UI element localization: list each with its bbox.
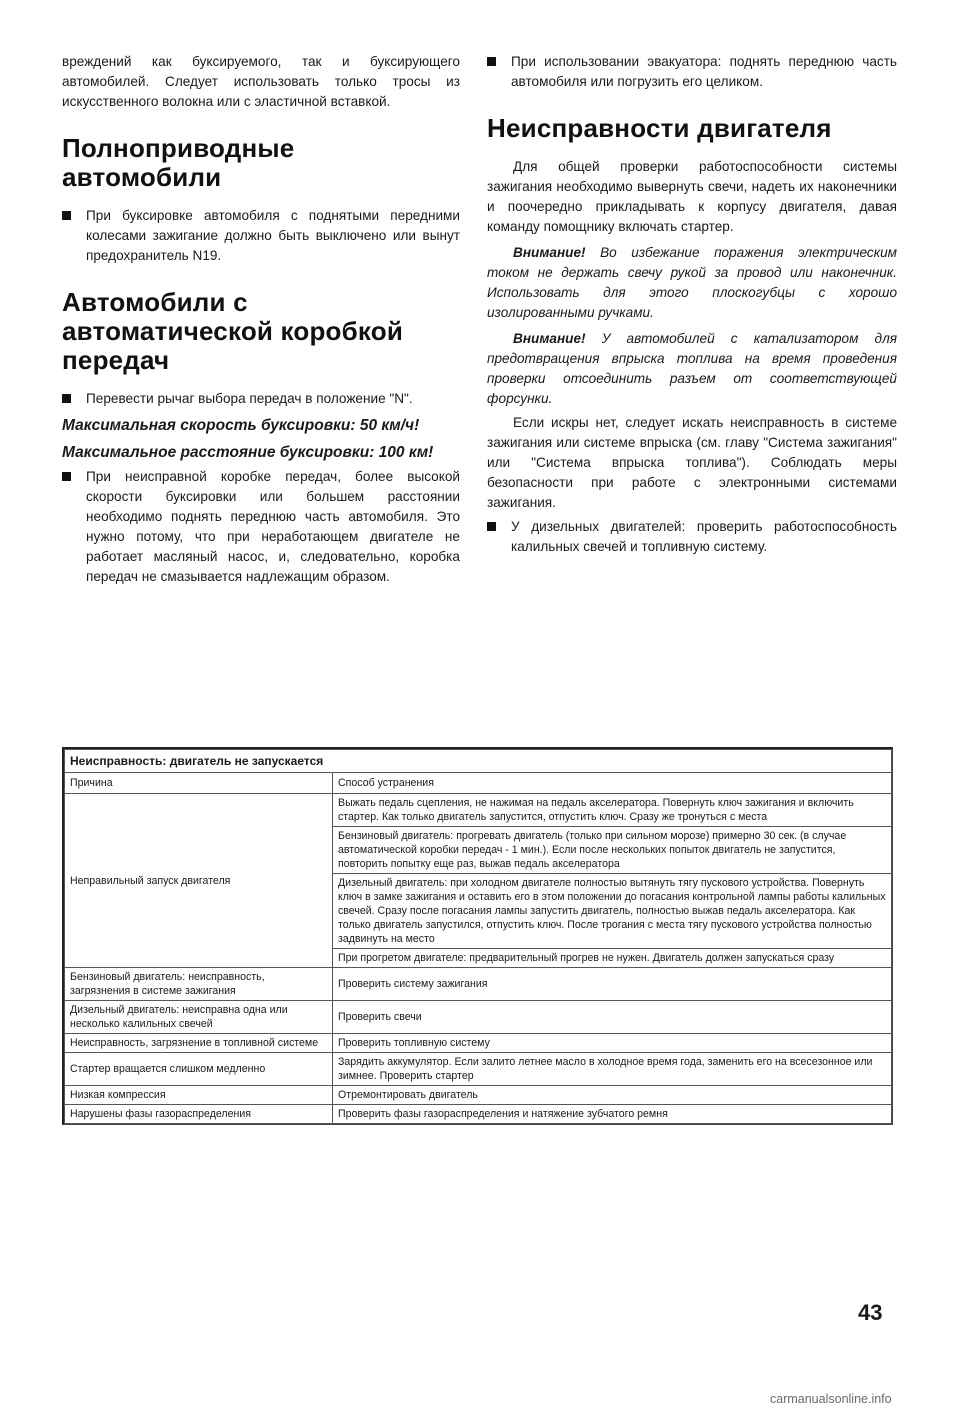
bullet-tow-truck: При использовании эвакуатора: поднять переднюю часть автомобиля или погрузить его целиком.	[487, 52, 897, 92]
cause-cell: Бензиновый двигатель: неисправность, загрязнения в системе зажигания	[65, 968, 333, 1001]
column-header-remedy: Способ устранения	[333, 773, 892, 794]
cause-cell: Стартер вращается слишком медленно	[65, 1053, 333, 1086]
warning-1	[487, 243, 897, 323]
remedy-cell: Отремонтировать двигатель	[333, 1086, 892, 1105]
cause-cell: Неправильный запуск двигателя	[65, 794, 333, 968]
bullet-diesel: У дизельных двигателей: проверить работоспособность калильных свечей и топливную систему.	[487, 517, 897, 557]
remedy-cell: Зарядить аккумулятор. Если залито летнее масло в холодное время года, заменить его на всесезонное или зимнее. Проверить стартер	[333, 1053, 892, 1086]
cause-cell: Нарушены фазы газораспределения	[65, 1105, 333, 1124]
cause-cell: Неисправность, загрязнение в топливной системе	[65, 1034, 333, 1053]
remedy-cell: Дизельный двигатель: при холодном двигателе полностью вытянуть тягу пускового устройства. Повернуть ключ в замке зажигания и оставить его в этом положении до погасания контрольной лампы работы калильных свечей. Сразу после погасания лампы запустить двигатель, полностью выжав педаль акселератора. Как только двигатель запустился, отпустить ключ. После трогания с места тягу пускового устройства полностью задвинуть на место	[333, 874, 892, 949]
right-column	[487, 52, 897, 557]
remedy-cell: Проверить систему зажигания	[333, 968, 892, 1001]
warning-1-label: Внимание!	[513, 245, 586, 260]
table-row	[65, 1105, 892, 1124]
subheading-max-distance: Максимальное расстояние буксировки: 100 км!	[62, 444, 434, 461]
page-number: 43	[858, 1300, 883, 1325]
heading-automatic: Автомобили с автоматической коробкой передач	[62, 287, 404, 375]
fault-table	[62, 747, 893, 1125]
heading-awd: Полноприводные автомобили	[62, 133, 295, 192]
bullet-faulty-gearbox: При неисправной коробке передач, более высокой скорости буксировки или большем расстоянии необходимо поднять переднюю часть автомобиля. Это нужно потому, что при неработающем двигателе не работает масляный насос, и, следовательно, коробка передач не смазывается надлежащим образом.	[62, 467, 460, 587]
remedy-cell: Проверить топливную систему	[333, 1034, 892, 1053]
warning-2-label: Внимание!	[513, 331, 586, 346]
table-row	[65, 794, 892, 827]
remedy-cell: Проверить фазы газораспределения и натяжение зубчатого ремня	[333, 1105, 892, 1124]
bullet-selector-n: Перевести рычаг выбора передач в положение "N".	[62, 389, 460, 409]
table-row	[65, 1053, 892, 1086]
column-header-cause: Причина	[65, 773, 333, 794]
intro-paragraph: вреждений как буксируемого, так и буксирующего автомобилей. Следует использовать только тросы из искусственного волокна или с эластичной вставкой.	[62, 54, 460, 109]
table-row	[65, 1034, 892, 1053]
left-column	[62, 52, 460, 587]
watermark: carmanualsonline.info	[770, 1392, 892, 1406]
table-row	[65, 1001, 892, 1034]
remedy-cell: Проверить свечи	[333, 1001, 892, 1034]
subheading-max-speed: Максимальная скорость буксировки: 50 км/ч!	[62, 417, 420, 434]
warning-1-text: Во избежание поражения электрическим током не держать свечу рукой за провод или наконечник. Использовать для этого плоскогубцы с хорошо изолированными ручками.	[487, 245, 897, 320]
para-no-spark: Если искры нет, следует искать неисправность в системе зажигания или системе впрыска (см. главу "Система зажигания" или "Система впрыска топлива"). Соблюдать меры безопасности при работе с электронными системами зажигания.	[487, 415, 897, 510]
bullet-awd: При буксировке автомобиля с поднятыми передними колесами зажигание должно быть выключено или вынут предохранитель N19.	[62, 206, 460, 266]
remedy-cell: Выжать педаль сцепления, не нажимая на педаль акселератора. Повернуть ключ зажигания и включить стартер. Как только двигатель запустится, отпустить ключ. Сразу же тронуться с места	[333, 794, 892, 827]
remedy-cell: При прогретом двигателе: предварительный прогрев не нужен. Двигатель должен запускаться сразу	[333, 949, 892, 968]
table-title: Неисправность: двигатель не запускается	[65, 750, 892, 773]
warning-2	[487, 329, 897, 409]
heading-engine-faults: Неисправности двигателя	[487, 113, 832, 143]
cause-cell: Дизельный двигатель: неисправна одна или несколько калильных свечей	[65, 1001, 333, 1034]
table-row	[65, 968, 892, 1001]
table-row	[65, 1086, 892, 1105]
cause-cell: Низкая компрессия	[65, 1086, 333, 1105]
remedy-cell: Бензиновый двигатель: прогревать двигатель (только при сильном морозе) примерно 30 сек. (в случае автоматической коробки передач - 1 мин.). Если после нескольких попыток двигатель не запустится, повторить попытку еще раз, выжав педаль акселератора	[333, 827, 892, 874]
warning-2-text: У автомобилей с катализатором для предотвращения впрыска топлива на время проведения проверки отсоединить разъем от соответствующей форсунки.	[487, 331, 898, 406]
para-ignition-check: Для общей проверки работоспособности системы зажигания необходимо вывернуть свечи, надеть их наконечники и поочередно прикладывать к корпусу двигателя, давая команду помощнику включать стартер.	[487, 159, 897, 234]
